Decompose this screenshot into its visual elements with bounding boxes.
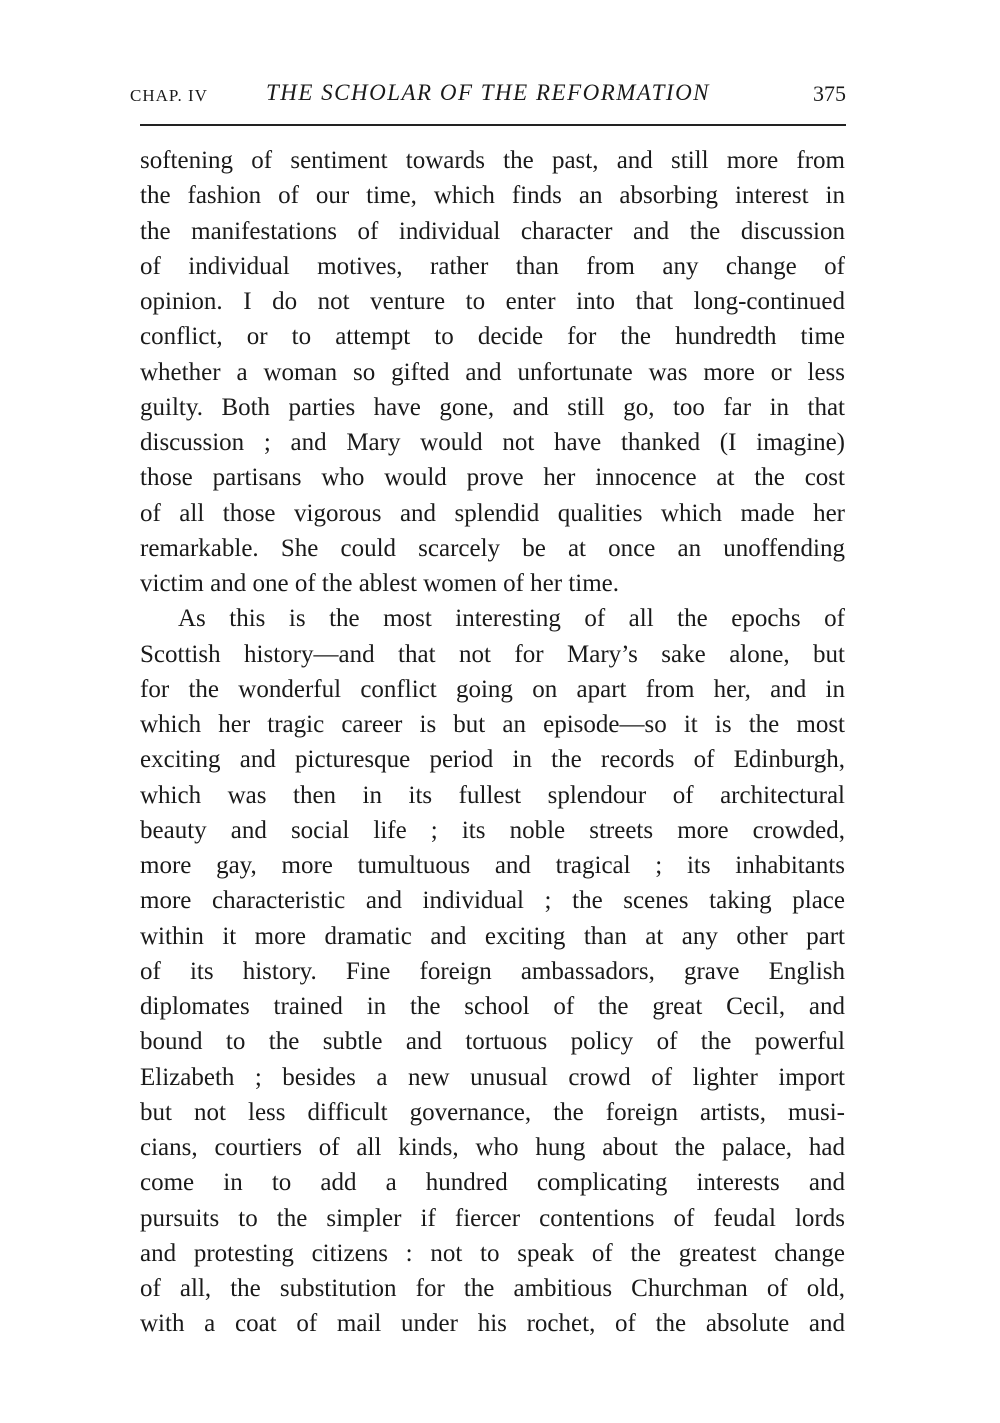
text-line: whether a woman so gifted and unfortunate was more or less <box>140 358 845 386</box>
paragraph <box>140 143 845 601</box>
text-line: more characteristic and individual ; the scenes taking place <box>140 887 845 915</box>
running-title: THE SCHOLAR OF THE REFORMATION <box>265 80 711 105</box>
text-line: come in to add a hundred complicating interests and <box>140 1169 845 1197</box>
text-line: beauty and social life ; its noble streets more crowded, <box>140 816 845 844</box>
text-line: discussion ; and Mary would not have thanked (I imagine) <box>140 429 845 456</box>
paragraph <box>140 601 845 1341</box>
text-line: Elizabeth ; besides a new unusual crowd of lighter import <box>140 1063 845 1091</box>
header-rule <box>140 124 846 126</box>
text-line: with a coat of mail under his rochet, of the absolute and <box>140 1310 845 1338</box>
text-line: guilty. Both parties have gone, and still go, too far in that <box>140 393 845 421</box>
text-line: the manifestations of individual character and the discussion <box>140 217 845 245</box>
text-line: for the wonderful conflict going on apart from her, and in <box>140 675 845 703</box>
text-line: of its history. Fine foreign ambassadors, grave English <box>140 957 845 985</box>
text-line: more gay, more tumultuous and tragical ; its inhabitants <box>140 852 845 879</box>
text-line: but not less difficult governance, the foreign artists, musi- <box>140 1098 845 1126</box>
text-line: conflict, or to attempt to decide for the hundredth time <box>140 323 845 351</box>
text-line: of all those vigorous and splendid qualities which made her <box>140 499 845 527</box>
text-line: exciting and picturesque period in the records of Edinburgh, <box>140 746 845 774</box>
page-number: 375 <box>813 81 846 106</box>
text-line: the fashion of our time, which finds an absorbing interest in <box>140 182 845 210</box>
text-line: pursuits to the simpler if fiercer contentions of feudal lords <box>140 1204 845 1232</box>
text-line: diplomates trained in the school of the great Cecil, and <box>140 993 845 1020</box>
text-line: victim and one of the ablest women of her time. <box>140 570 620 597</box>
text-line: Scottish history—and that not for Mary’s sake alone, but <box>140 640 845 668</box>
text-line: of individual motives, rather than from any change of <box>140 252 845 280</box>
page-body <box>140 143 845 1342</box>
text-line: remarkable. She could scarcely be at once an unoffending <box>140 534 845 562</box>
text-line: As this is the most interesting of all the epochs of <box>178 605 845 633</box>
text-line: opinion. I do not venture to enter into that long-continued <box>140 288 845 315</box>
text-line: which her tragic career is but an episode—so it is the most <box>140 711 845 738</box>
chapter-label: CHAP. IV <box>130 86 208 105</box>
text-line: those partisans who would prove her innocence at the cost <box>140 464 845 492</box>
text-line: of all, the substitution for the ambitious Churchman of old, <box>140 1275 845 1302</box>
text-line: bound to the subtle and tortuous policy of the powerful <box>140 1028 845 1056</box>
running-header <box>130 80 846 114</box>
text-line: which was then in its fullest splendour of architectural <box>140 781 845 809</box>
text-line: softening of sentiment towards the past, and still more from <box>140 147 845 174</box>
text-line: cians, courtiers of all kinds, who hung about the palace, had <box>140 1134 845 1161</box>
text-line: within it more dramatic and exciting than at any other part <box>140 922 845 950</box>
text-line: and protesting citizens : not to speak of the greatest change <box>140 1239 845 1267</box>
